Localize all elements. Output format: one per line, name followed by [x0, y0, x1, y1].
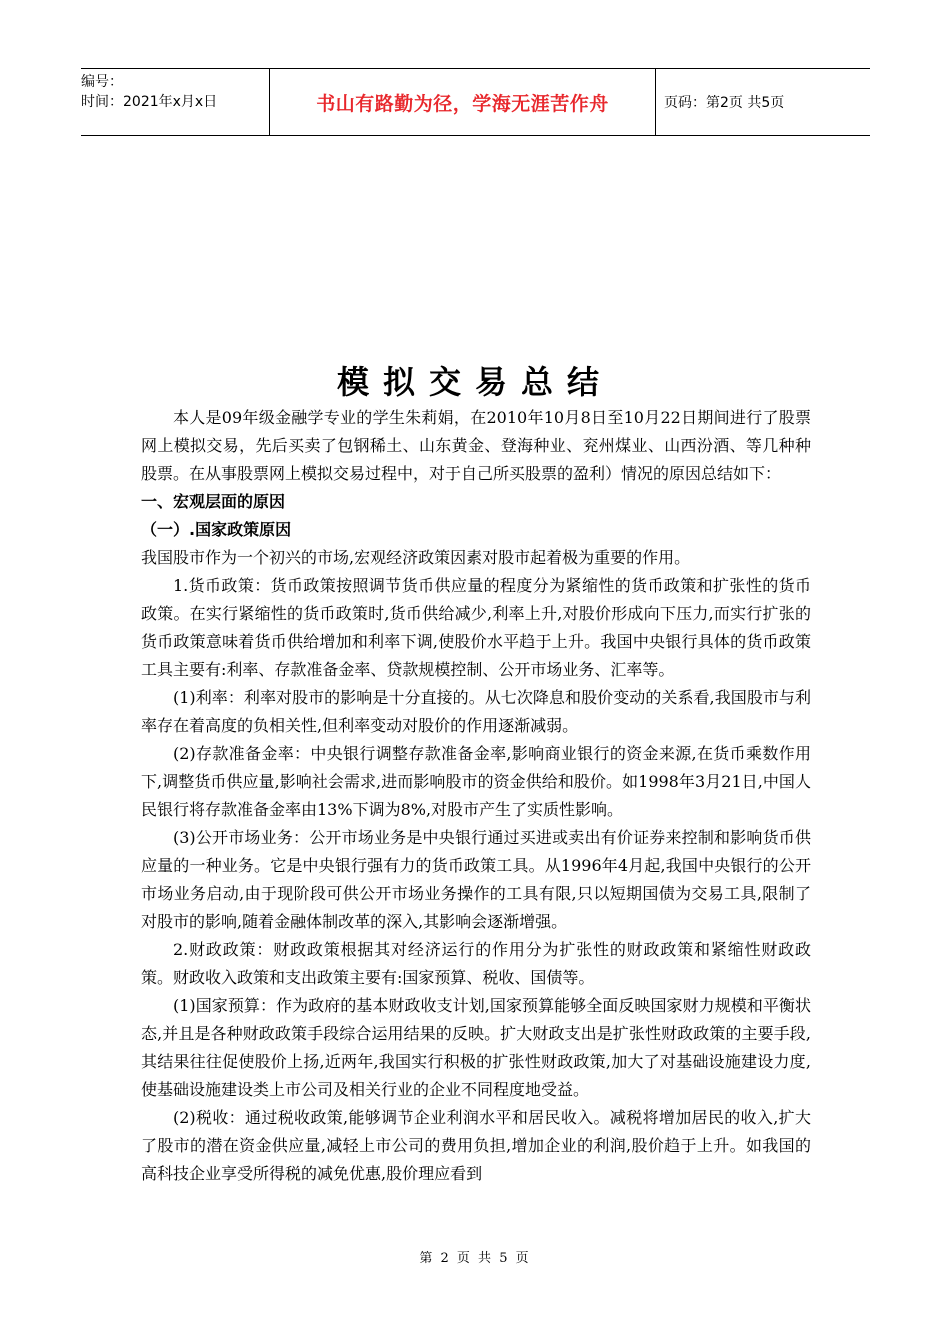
body-paragraph: (1)利率：利率对股市的影响是十分直接的。从七次降息和股价变动的关系看,我国股市与利率存在着高度的负相关性,但利率变动对股价的作用逐渐减弱。 — [141, 688, 811, 735]
header-meta — [81, 69, 270, 135]
page-footer: 第 2 页 共 5 页 — [419, 1251, 531, 1266]
body-paragraph: 2.财政政策：财政政策根据其对经济运行的作用分为扩张性的财政政策和紧缩性财政政策。财政收入政策和支出政策主要有:国家预算、税收、国债等。 — [141, 940, 811, 987]
header-page-cell — [656, 69, 870, 135]
document-header — [81, 68, 870, 136]
header-number: 编号： — [81, 74, 123, 90]
body-paragraph: 我国股市作为一个初兴的市场,宏观经济政策因素对股市起着极为重要的作用。 — [141, 548, 691, 567]
header-motto-cell — [270, 69, 656, 135]
body-paragraph: (3)公开市场业务：公开市场业务是中央银行通过买进或卖出有价证券来控制和影响货币供应量的一种业务。它是中央银行强有力的货币政策工具。从1996年4月起,我国中央银行的公开市场业务启动,由于现阶段可供公开市场业务操作的工具有限,只以短期国债为交易工具,限制了对股市的影响,随着金融体制改革的深入,其影响会逐渐增强。 — [141, 828, 811, 931]
body-paragraph: (1)国家预算：作为政府的基本财政收支计划,国家预算能够全面反映国家财力规模和平衡状态,并且是各种财政政策手段综合运用结果的反映。扩大财政支出是扩张性财政政策的主要手段,其结果往往促使股价上扬,近两年,我国实行积极的扩张性财政政策,加大了对基础设施建设力度,使基础设施建设类上市公司及相关行业的企业不同程度地受益。 — [141, 996, 811, 1099]
body-paragraph: (2)税收：通过税收政策,能够调节企业利润水平和居民收入。减税将增加居民的收入,扩大了股市的潜在资金供应量,减轻上市公司的费用负担,增加企业的利润,股价趋于上升。如我国的高科技企业享受所得税的减免优惠,股价理应看到 — [141, 1108, 811, 1183]
body-paragraph: 1.货币政策：货币政策按照调节货币供应量的程度分为紧缩性的货币政策和扩张性的货币政策。在实行紧缩性的货币政策时,货币供给减少,利率上升,对股价形成向下压力,而实行扩张的货币政策意味着货币供给增加和利率下调,使股价水平趋于上升。我国中央银行具体的货币政策工具主要有:利率、存款准备金率、贷款规模控制、公开市场业务、汇率等。 — [141, 576, 811, 679]
subsection-heading: （一）.国家政策原因 — [141, 520, 292, 539]
section-heading: 一、宏观层面的原因 — [141, 492, 286, 511]
header-date: 时间：2021年x月x日 — [81, 94, 218, 110]
header-motto: 书山有路勤为径，学海无涯苦作舟 — [316, 92, 609, 115]
document-body — [141, 404, 811, 1188]
intro-paragraph: 本人是09年级金融学专业的学生朱莉娟，在2010年10月8日至10月22日期间进行了股票网上模拟交易，先后买卖了包钢稀土、山东黄金、登海种业、兖州煤业、山西汾酒、等几种种股票。在从事股票网上模拟交易过程中，对于自己所买股票的盈利）情况的原因总结如下： — [141, 408, 811, 483]
document-title: 模拟交易总结 — [336, 363, 613, 401]
header-page-number: 页码：第2页 共5页 — [664, 95, 785, 111]
body-paragraph: (2)存款准备金率：中央银行调整存款准备金率,影响商业银行的资金来源,在货币乘数作用下,调整货币供应量,影响社会需求,进而影响股市的资金供给和股价。如1998年3月21日,中国人民银行将存款准备金率由13%下调为8%,对股市产生了实质性影响。 — [141, 744, 811, 819]
